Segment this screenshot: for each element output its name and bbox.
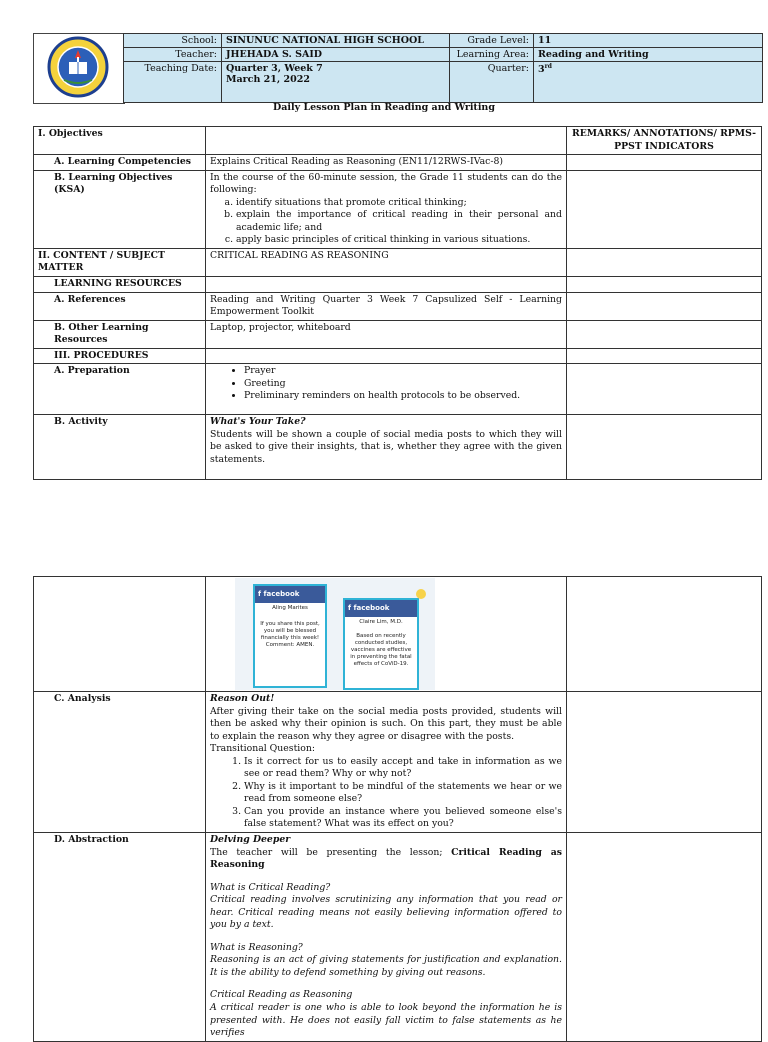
- teacher-value: JHEHADA S. SAID: [222, 48, 450, 62]
- school-logo-box: [33, 33, 125, 104]
- spacer: [210, 872, 562, 882]
- date-line-1: Quarter 3, Week 7: [226, 63, 323, 74]
- critical-reading-question: What is Critical Reading?: [210, 881, 331, 893]
- date-label: Teaching Date:: [124, 62, 222, 103]
- post-body: [345, 617, 417, 670]
- date-value: [222, 62, 450, 103]
- remarks-cell: [567, 415, 762, 480]
- remarks-cell: [567, 364, 762, 415]
- procedures-heading: III. PROCEDURES: [34, 348, 206, 364]
- document-title: Daily Lesson Plan in Reading and Writing: [273, 102, 495, 113]
- remarks-cell: [567, 577, 762, 692]
- grade-value: 11: [534, 34, 763, 48]
- content-label: II. CONTENT / SUBJECT MATTER: [34, 248, 206, 276]
- date-line-2: March 21, 2022: [226, 74, 310, 85]
- reasoning-answer: Reasoning is an act of giving statements for justification and explanation. It is the ability to defend something by giving out reasons.: [210, 954, 562, 978]
- lesson-table-top: [33, 126, 762, 480]
- content-value: CRITICAL READING AS REASONING: [206, 248, 567, 276]
- other-resources-label: B. Other Learning Resources: [34, 320, 206, 348]
- list-item: c. apply basic principles of critical thinking in various situations.: [236, 234, 562, 247]
- preparation-value: [206, 364, 567, 415]
- post-author: Aling Marites: [272, 605, 308, 612]
- reasoning-question: What is Reasoning?: [210, 941, 303, 953]
- analysis-text: After giving their take on the social media posts provided, students will then be asked why their opinion is such. On this part, they must be able to explain the reason why they agree or disagree with the posts.: [210, 705, 562, 742]
- remarks-cell: [567, 292, 762, 320]
- list-item: • Preliminary reminders on health protocols to be observed.: [244, 390, 562, 403]
- abstraction-value: [206, 833, 567, 1042]
- post-text: Based on recently conducted studies, vaccines are effective in preventing the fatal effects of CoViD-19.: [350, 632, 412, 668]
- facebook-label: facebook: [353, 604, 390, 612]
- list-item: • Greeting: [244, 378, 562, 391]
- social-media-posts-image: [235, 578, 435, 690]
- competencies-value: Explains Critical Reading as Reasoning (EN11/12RWS-IVac-8): [206, 155, 567, 171]
- questions-list: [210, 756, 562, 831]
- facebook-header: f facebook: [255, 586, 325, 603]
- objectives-empty: [206, 127, 567, 155]
- school-info-table: [123, 33, 763, 103]
- list-item: • Prayer: [244, 365, 562, 378]
- school-value: SINUNUC NATIONAL HIGH SCHOOL: [222, 34, 450, 48]
- transitional-question-label: Transitional Question:: [210, 743, 315, 755]
- analysis-value: [206, 692, 567, 833]
- image-row-label: [34, 577, 206, 692]
- resources-empty: [206, 277, 567, 293]
- analysis-label: C. Analysis: [34, 692, 206, 833]
- quarter-number: 3: [538, 64, 545, 76]
- teacher-label: Teacher:: [124, 48, 222, 62]
- post-card-2: [343, 598, 419, 690]
- spacer: [210, 979, 562, 989]
- list-item: a. identify situations that promote critical thinking;: [236, 197, 562, 210]
- list-item: b. explain the importance of critical reading in their personal and academic life; and: [236, 209, 562, 234]
- list-item: 3. Can you provide an instance where you believed someone else's false statement? What was its effect on you?: [244, 806, 562, 831]
- activity-text: Students will be shown a couple of social media posts to which they will be asked to give their insights, that is, whether they agree with the given statements.: [210, 428, 562, 465]
- header: [33, 33, 763, 103]
- remarks-cell: [567, 833, 762, 1042]
- ksa-intro: In the course of the 60-minute session, the Grade 11 students can do the following:: [210, 171, 562, 196]
- critical-reading-reasoning-text: A critical reader is one who is able to look beyond the information he is presented with. He does not easily fall victim to false statements as he verifies: [210, 1002, 562, 1039]
- quarter-label: Quarter:: [450, 62, 534, 103]
- post-author: Claire Lim, M.D.: [359, 619, 403, 626]
- post-card-1: [253, 584, 327, 688]
- activity-title: What's Your Take?: [210, 416, 306, 428]
- other-resources-value: Laptop, projector, whiteboard: [206, 320, 567, 348]
- critical-reading-answer: Critical reading involves scrutinizing any information that you read or hear. Critical reading means not easily believing information offered to you by a text.: [210, 894, 562, 931]
- remarks-cell: [567, 348, 762, 364]
- remarks-cell: [567, 692, 762, 833]
- references-value: Reading and Writing Quarter 3 Week 7 Capsulized Self - Learning Empowerment Toolkit: [206, 292, 567, 320]
- quarter-value: [534, 62, 763, 103]
- remarks-cell: [567, 170, 762, 248]
- social-media-image-cell: [206, 577, 567, 692]
- area-label: Learning Area:: [450, 48, 534, 62]
- area-value: Reading and Writing: [534, 48, 763, 62]
- lesson-table-bottom: [33, 576, 762, 1042]
- spacer: [210, 932, 562, 942]
- remarks-cell: [567, 248, 762, 276]
- critical-reading-reasoning-heading: Critical Reading as Reasoning: [210, 989, 353, 1001]
- remarks-cell: [567, 277, 762, 293]
- facebook-label: facebook: [263, 590, 300, 598]
- activity-label: B. Activity: [34, 415, 206, 480]
- abstraction-intro: [210, 847, 562, 872]
- post-text: If you share this post, you will be blessed financially this week! Comment: AMEN.: [260, 620, 320, 648]
- competencies-label: A. Learning Competencies: [34, 155, 206, 171]
- resources-heading: LEARNING RESOURCES: [34, 277, 206, 293]
- ksa-list: [210, 197, 562, 247]
- remarks-cell: [567, 320, 762, 348]
- references-label: A. References: [34, 292, 206, 320]
- abstraction-lesson-title: Critical Reading as Reasoning: [210, 846, 562, 871]
- grade-label: Grade Level:: [450, 34, 534, 48]
- procedures-empty: [206, 348, 567, 364]
- abstraction-label: D. Abstraction: [34, 833, 206, 1042]
- post-body: [255, 603, 325, 651]
- facebook-header: f facebook: [345, 600, 417, 617]
- ksa-value: [206, 170, 567, 248]
- preparation-label: A. Preparation: [34, 364, 206, 415]
- remarks-heading: REMARKS/ ANNOTATIONS/ RPMS-PPST INDICATORS: [567, 127, 762, 155]
- sun-icon: [413, 586, 429, 602]
- abstraction-intro-text: The teacher will be presenting the lesson;: [210, 846, 452, 858]
- list-item: 2. Why is it important to be mindful of the statements we hear or we read from someone else?: [244, 781, 562, 806]
- remarks-cell: [567, 155, 762, 171]
- school-label: School:: [124, 34, 222, 48]
- quarter-suffix: rd: [544, 63, 552, 70]
- analysis-title: Reason Out!: [210, 693, 275, 704]
- preparation-list: [210, 365, 562, 403]
- abstraction-title: Delving Deeper: [210, 834, 291, 846]
- school-seal-logo: [42, 36, 114, 98]
- activity-value: [206, 415, 567, 480]
- ksa-label: B. Learning Objectives (KSA): [34, 170, 206, 248]
- objectives-heading: I. Objectives: [34, 127, 206, 155]
- list-item: 1. Is it correct for us to easily accept and take in information as we see or read them? Why or why not?: [244, 756, 562, 781]
